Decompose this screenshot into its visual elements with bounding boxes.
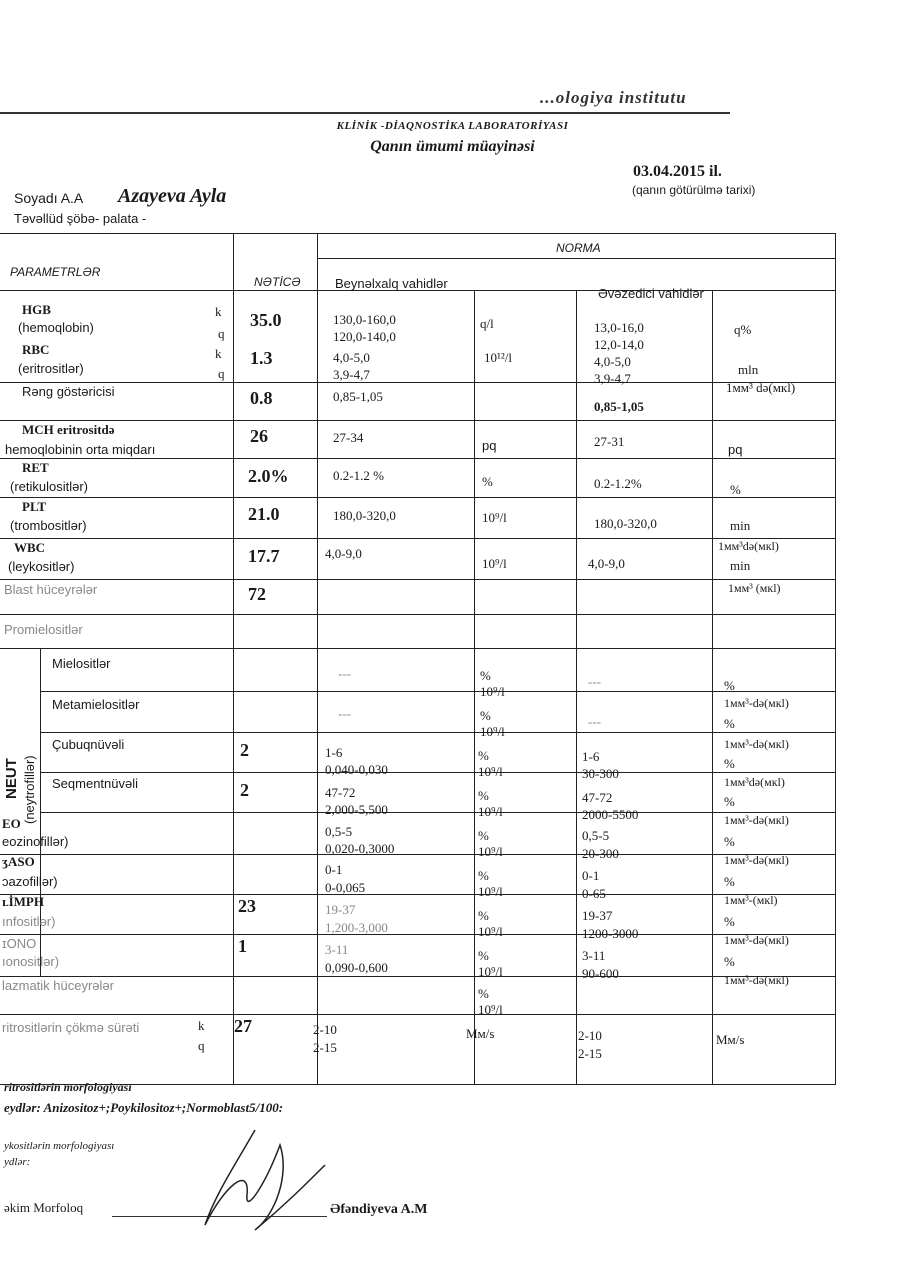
esr-sex-male: k xyxy=(198,1018,205,1033)
row-divider xyxy=(0,579,835,580)
lymph-name: ʟİMPH xyxy=(2,894,44,909)
mch-intl-unit: pq xyxy=(482,438,497,453)
eo-sub-unit-2: 1мм³-də(мкl) xyxy=(724,853,789,867)
esr-sub-2: 2-15 xyxy=(578,1046,602,1061)
segmented-sub-unit-1: % xyxy=(724,794,735,809)
laboratory-name: KLİNİK -DİAQNOSTİKA LABORATORİYASI xyxy=(336,120,569,132)
wbc-intl-unit: 10⁹/l xyxy=(482,556,507,571)
wbc-sub-unit-2: 1мм³ (мкl) xyxy=(728,581,781,595)
row-divider xyxy=(0,1014,835,1015)
band-sub-1: 1-6 xyxy=(582,749,600,764)
mch-intl: 27-34 xyxy=(333,430,364,445)
metamyelocytes-sub: --- xyxy=(588,714,601,729)
baso-name: ʒASO xyxy=(2,854,35,869)
wbc-sub: (leykositlər) xyxy=(8,559,75,574)
row-divider xyxy=(0,648,835,649)
lymph-sub-2: 1200-3000 xyxy=(582,926,639,941)
myelocytes-intl-unit-1: % xyxy=(480,668,491,683)
lymph-intl-unit-2: 10⁹/l xyxy=(478,924,503,939)
row-divider xyxy=(0,538,835,539)
mono-name: ɪONO xyxy=(2,936,37,951)
hgb-intl-range-m: 130,0-160,0 xyxy=(333,312,396,327)
segmented-intl-unit-2: 10⁹/l xyxy=(478,804,503,819)
eo-intl-2: 0,020-0,3000 xyxy=(325,841,395,856)
plasma-cells-intl-unit-2: 10⁹/l xyxy=(478,1002,503,1017)
col-divider xyxy=(712,290,713,1084)
baso-intl-2: 0-0,065 xyxy=(325,880,366,895)
band-intl-1: 1-6 xyxy=(325,745,343,760)
doctor-name: Əfəndiyeva A.M xyxy=(330,1202,428,1217)
erythrocyte-morphology-changes: eydlər: Anizositoz+;Poykilositoz+;Normoblast5/100: xyxy=(4,1100,284,1115)
eo-name: EO xyxy=(2,816,21,831)
row-divider xyxy=(0,458,835,459)
row-divider xyxy=(40,772,835,773)
blast-result: 72 xyxy=(248,584,266,604)
header-parameters: PARAMETRLƏR xyxy=(10,265,101,279)
mono-intl-2: 0,090-0,600 xyxy=(325,960,388,975)
row-divider xyxy=(0,382,835,383)
rbc-sub-unit-1: mln xyxy=(738,362,759,377)
baso-sub-1: 0-1 xyxy=(582,868,600,883)
hgb-sub-range-f: 12,0-14,0 xyxy=(594,337,644,352)
header-norma: NORMA xyxy=(556,241,601,255)
ret-intl: 0.2-1.2 % xyxy=(333,468,384,483)
rbc-sub-unit-2: 1мм³ də(мкl) xyxy=(726,380,796,395)
mch-sub-range: 27-31 xyxy=(594,434,625,449)
signature-icon xyxy=(195,1125,335,1235)
collection-date-note: (qanın götürülmə tarixi) xyxy=(632,183,756,197)
baso-sub-unit-2: 1мм³-(мкl) xyxy=(724,893,778,907)
band-result: 2 xyxy=(240,740,249,760)
header-rule xyxy=(0,112,730,114)
esr-name: ritrositlərin çökmə sürəti xyxy=(2,1020,140,1035)
ret-result: 2.0% xyxy=(248,466,289,486)
myelocytes-sub: --- xyxy=(588,674,601,689)
wbc-name: WBC xyxy=(14,540,46,555)
band-sub-2: 30-300 xyxy=(582,766,619,781)
erythrocyte-morphology-label: ritrositlərin morfologiyası xyxy=(4,1080,132,1094)
wbc-intl: 4,0-9,0 xyxy=(325,546,362,561)
rbc-sub-range-m: 4,0-5,0 xyxy=(594,354,631,369)
metamyelocytes-name: Metamielositlər xyxy=(52,697,140,712)
blast-name: Blast hüceyrələr xyxy=(4,582,98,597)
neut-sub: (neytrofillər) xyxy=(22,755,37,824)
esr-intl-unit: Мм/s xyxy=(466,1026,495,1041)
rbc-intl-range-f: 3,9-4,7 xyxy=(333,367,370,382)
segmented-intl-unit-1: % xyxy=(478,788,489,803)
eo-intl-unit-1: % xyxy=(478,828,489,843)
col-divider xyxy=(576,290,577,1084)
ret-name: RET xyxy=(22,460,49,475)
mono-sub-unit-2: 1мм³-də(мкl) xyxy=(724,973,789,987)
rbc-intl-unit: 10¹²/l xyxy=(484,350,513,365)
band-intl-2: 0,040-0,030 xyxy=(325,762,388,777)
metamyelocytes-intl: --- xyxy=(338,706,351,721)
row-divider xyxy=(0,976,835,977)
plt-sub-unit-1: min xyxy=(730,518,751,533)
band-intl-unit-2: 10⁹/l xyxy=(478,764,503,779)
rbc-sub-range-f: 3,9-4,7 xyxy=(594,371,631,386)
mono-sub-1: 3-11 xyxy=(582,948,606,963)
metamyelocytes-sub-unit-2: 1мм³-də(мкl) xyxy=(724,737,789,751)
esr-sub-1: 2-10 xyxy=(578,1028,602,1043)
mono-intl-unit-2: 10⁹/l xyxy=(478,964,503,979)
esr-sub-unit: Мм/s xyxy=(716,1032,745,1047)
mono-sub-unit-1: % xyxy=(724,954,735,969)
leukocyte-morphology-label: ykositlərin morfologiyası xyxy=(4,1140,115,1152)
page-title: Qanın ümumi müayinəsi xyxy=(370,138,535,155)
eo-intl-1: 0,5-5 xyxy=(325,824,353,839)
mch-result: 26 xyxy=(250,426,268,446)
esr-intl-1: 2-10 xyxy=(313,1022,337,1037)
hgb-sex-male: k xyxy=(215,304,222,319)
ret-sub: (retikulositlər) xyxy=(10,479,89,494)
plasma-cells-name: lazmatik hüceyrələr xyxy=(2,978,114,993)
lymph-sub-1: 19-37 xyxy=(582,908,613,923)
mono-result: 1 xyxy=(238,936,247,956)
hgb-intl-unit: q/l xyxy=(480,316,494,331)
ret-sub-range: 0.2-1.2% xyxy=(594,476,642,491)
metamyelocytes-intl-unit-1: % xyxy=(480,708,491,723)
header-international: Beynəlxalq vahidlər xyxy=(335,276,448,291)
results-table xyxy=(0,233,836,1085)
hgb-sub: (hemoqlobin) xyxy=(18,320,94,335)
myelocytes-intl: --- xyxy=(338,666,351,681)
col-divider xyxy=(474,290,475,1084)
baso-sub: ɔazofillər) xyxy=(2,874,58,889)
myelocytes-sub-unit-2: 1мм³-də(мкl) xyxy=(724,696,789,710)
eo-intl-unit-2: 10⁹/l xyxy=(478,844,503,859)
esr-result: 27 xyxy=(234,1016,252,1036)
mch-name: MCH eritrositdə xyxy=(22,422,115,437)
row-divider xyxy=(40,732,835,733)
row-divider xyxy=(0,614,835,615)
plt-sub-range: 180,0-320,0 xyxy=(594,516,657,531)
lymph-intl-1: 19-37 xyxy=(325,902,356,917)
row-divider xyxy=(0,420,835,421)
ret-intl-unit: % xyxy=(482,474,493,489)
surname-label: Soyadı A.A xyxy=(14,190,84,206)
institute-name: ...ologiya institutu xyxy=(540,88,687,107)
plt-result: 21.0 xyxy=(248,504,280,524)
lymph-sub: ınfositlər) xyxy=(2,914,56,929)
hgb-name: HGB xyxy=(22,302,51,317)
lymph-result: 23 xyxy=(238,896,256,916)
col-divider xyxy=(233,234,234,1084)
lymph-intl-unit-1: % xyxy=(478,908,489,923)
row-divider xyxy=(40,812,835,813)
header-substitute: Əvəzedici vahidlər xyxy=(598,286,704,301)
rbc-name: RBC xyxy=(22,342,50,357)
patient-name: Azayeva Ayla xyxy=(118,185,227,207)
segmented-sub-1: 47-72 xyxy=(582,790,613,805)
plt-sub: (trombositlər) xyxy=(10,518,87,533)
eo-sub: eozinofillər) xyxy=(2,834,69,849)
segmented-result: 2 xyxy=(240,780,249,800)
baso-sub-2: 0-65 xyxy=(582,886,606,901)
baso-intl-unit-1: % xyxy=(478,868,489,883)
esr-intl-2: 2-15 xyxy=(313,1040,337,1055)
promyelocytes-name: Promielositlər xyxy=(4,622,83,637)
rbc-sex-female: q xyxy=(218,366,225,381)
wbc-sub-unit-1: min xyxy=(730,558,751,573)
color-index-result: 0.8 xyxy=(250,388,273,408)
row-divider xyxy=(40,691,835,692)
doctor-label: əkim Morfoloq xyxy=(4,1200,84,1215)
baso-intl-unit-2: 10⁹/l xyxy=(478,884,503,899)
lymph-sub-unit-1: % xyxy=(724,914,735,929)
row-divider xyxy=(0,497,835,498)
hgb-sex-female: q xyxy=(218,326,225,341)
mono-sub-2: 90-600 xyxy=(582,966,619,981)
hgb-sub-unit: q% xyxy=(734,322,752,337)
mch-sub: hemoqlobinin orta miqdarı xyxy=(5,442,156,457)
row-divider xyxy=(317,258,835,259)
eo-sub-2: 20-300 xyxy=(582,846,619,861)
row-divider xyxy=(0,894,835,895)
ret-sub-unit: % xyxy=(730,482,741,497)
mono-intl-1: 3-11 xyxy=(325,942,349,957)
eo-sub-1: 0,5-5 xyxy=(582,828,610,843)
wbc-result: 17.7 xyxy=(248,546,280,566)
segmented-name: Seqmentnüvəli xyxy=(52,776,138,791)
hgb-sub-range-m: 13,0-16,0 xyxy=(594,320,644,335)
leukocyte-morphology-changes: ydlər: xyxy=(4,1156,31,1168)
plt-sub-unit-2: 1мм³də(мкl) xyxy=(718,539,779,553)
band-name: Çubuqnüvəli xyxy=(52,737,125,752)
baso-intl-1: 0-1 xyxy=(325,862,343,877)
wbc-sub-range: 4,0-9,0 xyxy=(588,556,625,571)
plt-name: PLT xyxy=(22,499,47,514)
esr-sex-female: q xyxy=(198,1038,205,1053)
segmented-sub-2: 2000-5500 xyxy=(582,807,639,822)
hgb-result: 35.0 xyxy=(250,310,282,330)
band-sub-unit-2: 1мм³də(мкl) xyxy=(724,775,785,789)
band-sub-unit-1: % xyxy=(724,756,735,771)
color-index-sub: 0,85-1,05 xyxy=(594,399,644,414)
rbc-sex-male: k xyxy=(215,346,222,361)
mono-intl-unit-1: % xyxy=(478,948,489,963)
mch-sub-unit: pq xyxy=(728,442,743,457)
col-divider xyxy=(317,234,318,1084)
color-index-intl: 0,85-1,05 xyxy=(333,389,383,404)
mono-sub: ıonositlər) xyxy=(2,954,60,969)
segmented-intl-2: 2,000-5,500 xyxy=(325,802,388,817)
birth-ward-label: Təvəllüd şöbə- palata - xyxy=(14,211,147,226)
header-result: NƏTİCƏ xyxy=(254,275,301,289)
color-index-name: Rəng göstəricisi xyxy=(22,384,115,399)
plt-intl-unit: 10⁹/l xyxy=(482,510,507,525)
segmented-sub-unit-2: 1мм³-də(мкl) xyxy=(724,813,789,827)
neut-label: NEUT xyxy=(3,758,20,799)
metamyelocytes-intl-unit-2: 10⁹/l xyxy=(480,724,505,739)
metamyelocytes-sub-unit-1: % xyxy=(724,716,735,731)
segmented-intl-1: 47-72 xyxy=(325,785,356,800)
lymph-sub-unit-2: 1мм³-də(мкl) xyxy=(724,933,789,947)
rbc-intl-range-m: 4,0-5,0 xyxy=(333,350,370,365)
plasma-cells-intl-unit-1: % xyxy=(478,986,489,1001)
myelocytes-intl-unit-2: 10⁹/l xyxy=(480,684,505,699)
baso-sub-unit-1: % xyxy=(724,874,735,889)
row-divider xyxy=(0,934,835,935)
hgb-intl-range-f: 120,0-140,0 xyxy=(333,329,396,344)
band-intl-unit-1: % xyxy=(478,748,489,763)
row-divider xyxy=(0,854,835,855)
myelocytes-name: Mielositlər xyxy=(52,656,111,671)
myelocytes-sub-unit-1: % xyxy=(724,678,735,693)
lymph-intl-2: 1,200-3,000 xyxy=(325,920,388,935)
collection-date: 03.04.2015 il. xyxy=(633,163,722,180)
rbc-result: 1.3 xyxy=(250,348,273,368)
rbc-sub: (eritrositlər) xyxy=(18,361,84,376)
eo-sub-unit-1: % xyxy=(724,834,735,849)
plt-intl: 180,0-320,0 xyxy=(333,508,396,523)
